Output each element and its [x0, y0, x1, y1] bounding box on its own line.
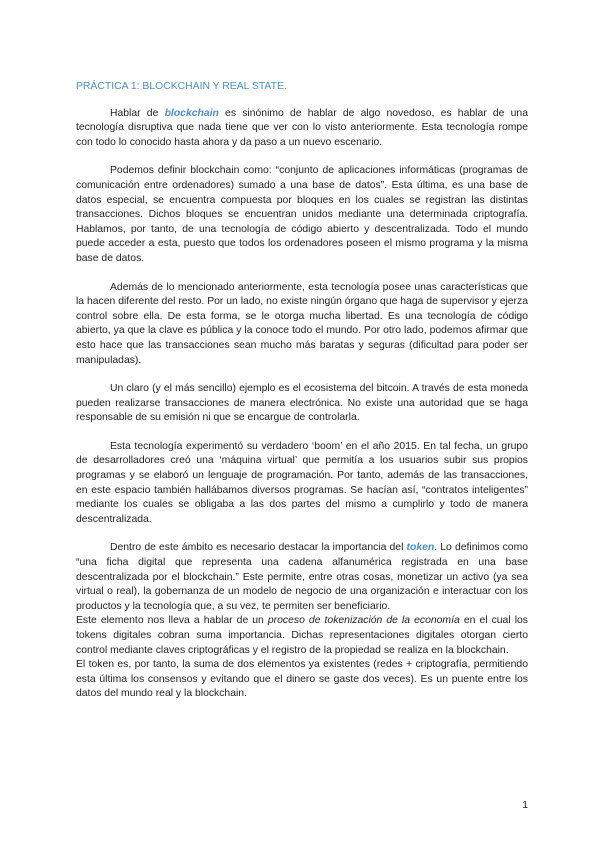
paragraph-token-text-b: . Lo definimos como “una ficha digital que representa una cadena alfanumérica registrada en una base descentralizada por el blockchain.” Este permite, entre otras cosas, monetizar un activo (ya sea virtual o real), la gobernanza de un modelo de negocio de una organización e interactuar con los productos y la tecnología que, a su vez, te permiten ser beneficiario.	[76, 542, 528, 612]
paragraph-tokenization-text-a: Este elemento nos lleva a hablar de un	[76, 615, 268, 627]
paragraph-definition: Podemos definir blockchain como: “conjunto de aplicaciones informáticas (programas de comunicación entre ordenadores) sumado a una base de datos”. Esta última, es una base de datos especial, se encuentra compuesta por bloques en los cuales se registran las distintas transacciones. Dichos bloques se encuentran unidos mediante una determinada criptografía. Hablamos, por tanto, de una tecnología de código abierto y descentralizada. Todo el mundo puede acceder a esta, puesto que todos los ordenadores poseen el mismo programa y la misma base de datos.	[76, 165, 528, 264]
paragraph-bitcoin-example: Un claro (y el más sencillo) ejemplo es el ecosistema del bitcoin. A través de esta moneda pueden realizarse transacciones de manera electrónica. No existe una autoridad que se haga responsable de su emisión ni que se encargue de controlarla.	[76, 383, 528, 424]
paragraph-intro-text-a: Hablar de	[110, 107, 165, 119]
paragraph-characteristics: Además de lo mencionado anteriormente, esta tecnología posee unas características que la hacen diferente del resto. Por un lado, no existe ningún órgano que haga de supervisor y ejerza control sobre ella. De esta forma, se le otorga mucha libertad. Es una tecnología de código abierto, ya que la clave es pública y la conoce todo el mundo. Por otro lado, podemos afirmar que esto hace que las transacciones sean mucho más baratas y seguras (dificultad para poder ser manipuladas).	[76, 281, 528, 366]
page-number: 1	[522, 800, 528, 811]
keyword-token: token	[406, 542, 435, 554]
keyword-blockchain: blockchain	[164, 107, 219, 119]
paragraph-tokenization	[76, 614, 528, 658]
paragraph-token	[76, 541, 528, 614]
paragraph-tokenization-text-b: en el cual los tokens digitales cobran suma importancia. Dichas representaciones digitales otorgan cierto control mediante claves criptográficas y el registro de la propiedad se realiza en la blockchain.	[76, 615, 528, 656]
phrase-tokenization-economy: proceso de tokenización de la economía	[267, 615, 460, 627]
document-title: PRÁCTICA 1: BLOCKCHAIN Y REAL STATE.	[76, 81, 287, 92]
paragraph-token-text-a: Dentro de este ámbito es necesario destacar la importancia del	[110, 542, 407, 554]
paragraph-intro-text-b: es sinónimo de hablar de algo novedoso, es hablar de una tecnología disruptiva que nada tiene que ver con lo visto anteriormente. Esta tecnología rompe con todo lo conocido hasta ahora y da paso a un nuevo escenario.	[76, 107, 528, 148]
document-body	[76, 80, 528, 702]
paragraph-intro	[76, 107, 528, 151]
paragraph-conclusion: El token es, por tanto, la suma de dos elementos ya existentes (redes + criptografía, permitiendo esta última los consensos y evitando que el dinero se gaste dos veces). Es un puente entre los datos del mundo real y la blockchain.	[76, 659, 528, 700]
paragraph-boom-2015: Esta tecnología experimentó su verdadero ‘boom’ en el año 2015. En tal fecha, un grupo de desarrolladores creó una ‘máquina virtual’ que permitía a los usuarios subir sus propios programas y se elaboró un lenguaje de programación. Por tanto, además de las transacciones, en este espacio también hallábamos diversos programas. Se hacían así, “contratos inteligentes” mediante los cuales se obligaba a las dos partes del mismo a cumplirlo y todo de manera descentralizada.	[76, 440, 528, 525]
